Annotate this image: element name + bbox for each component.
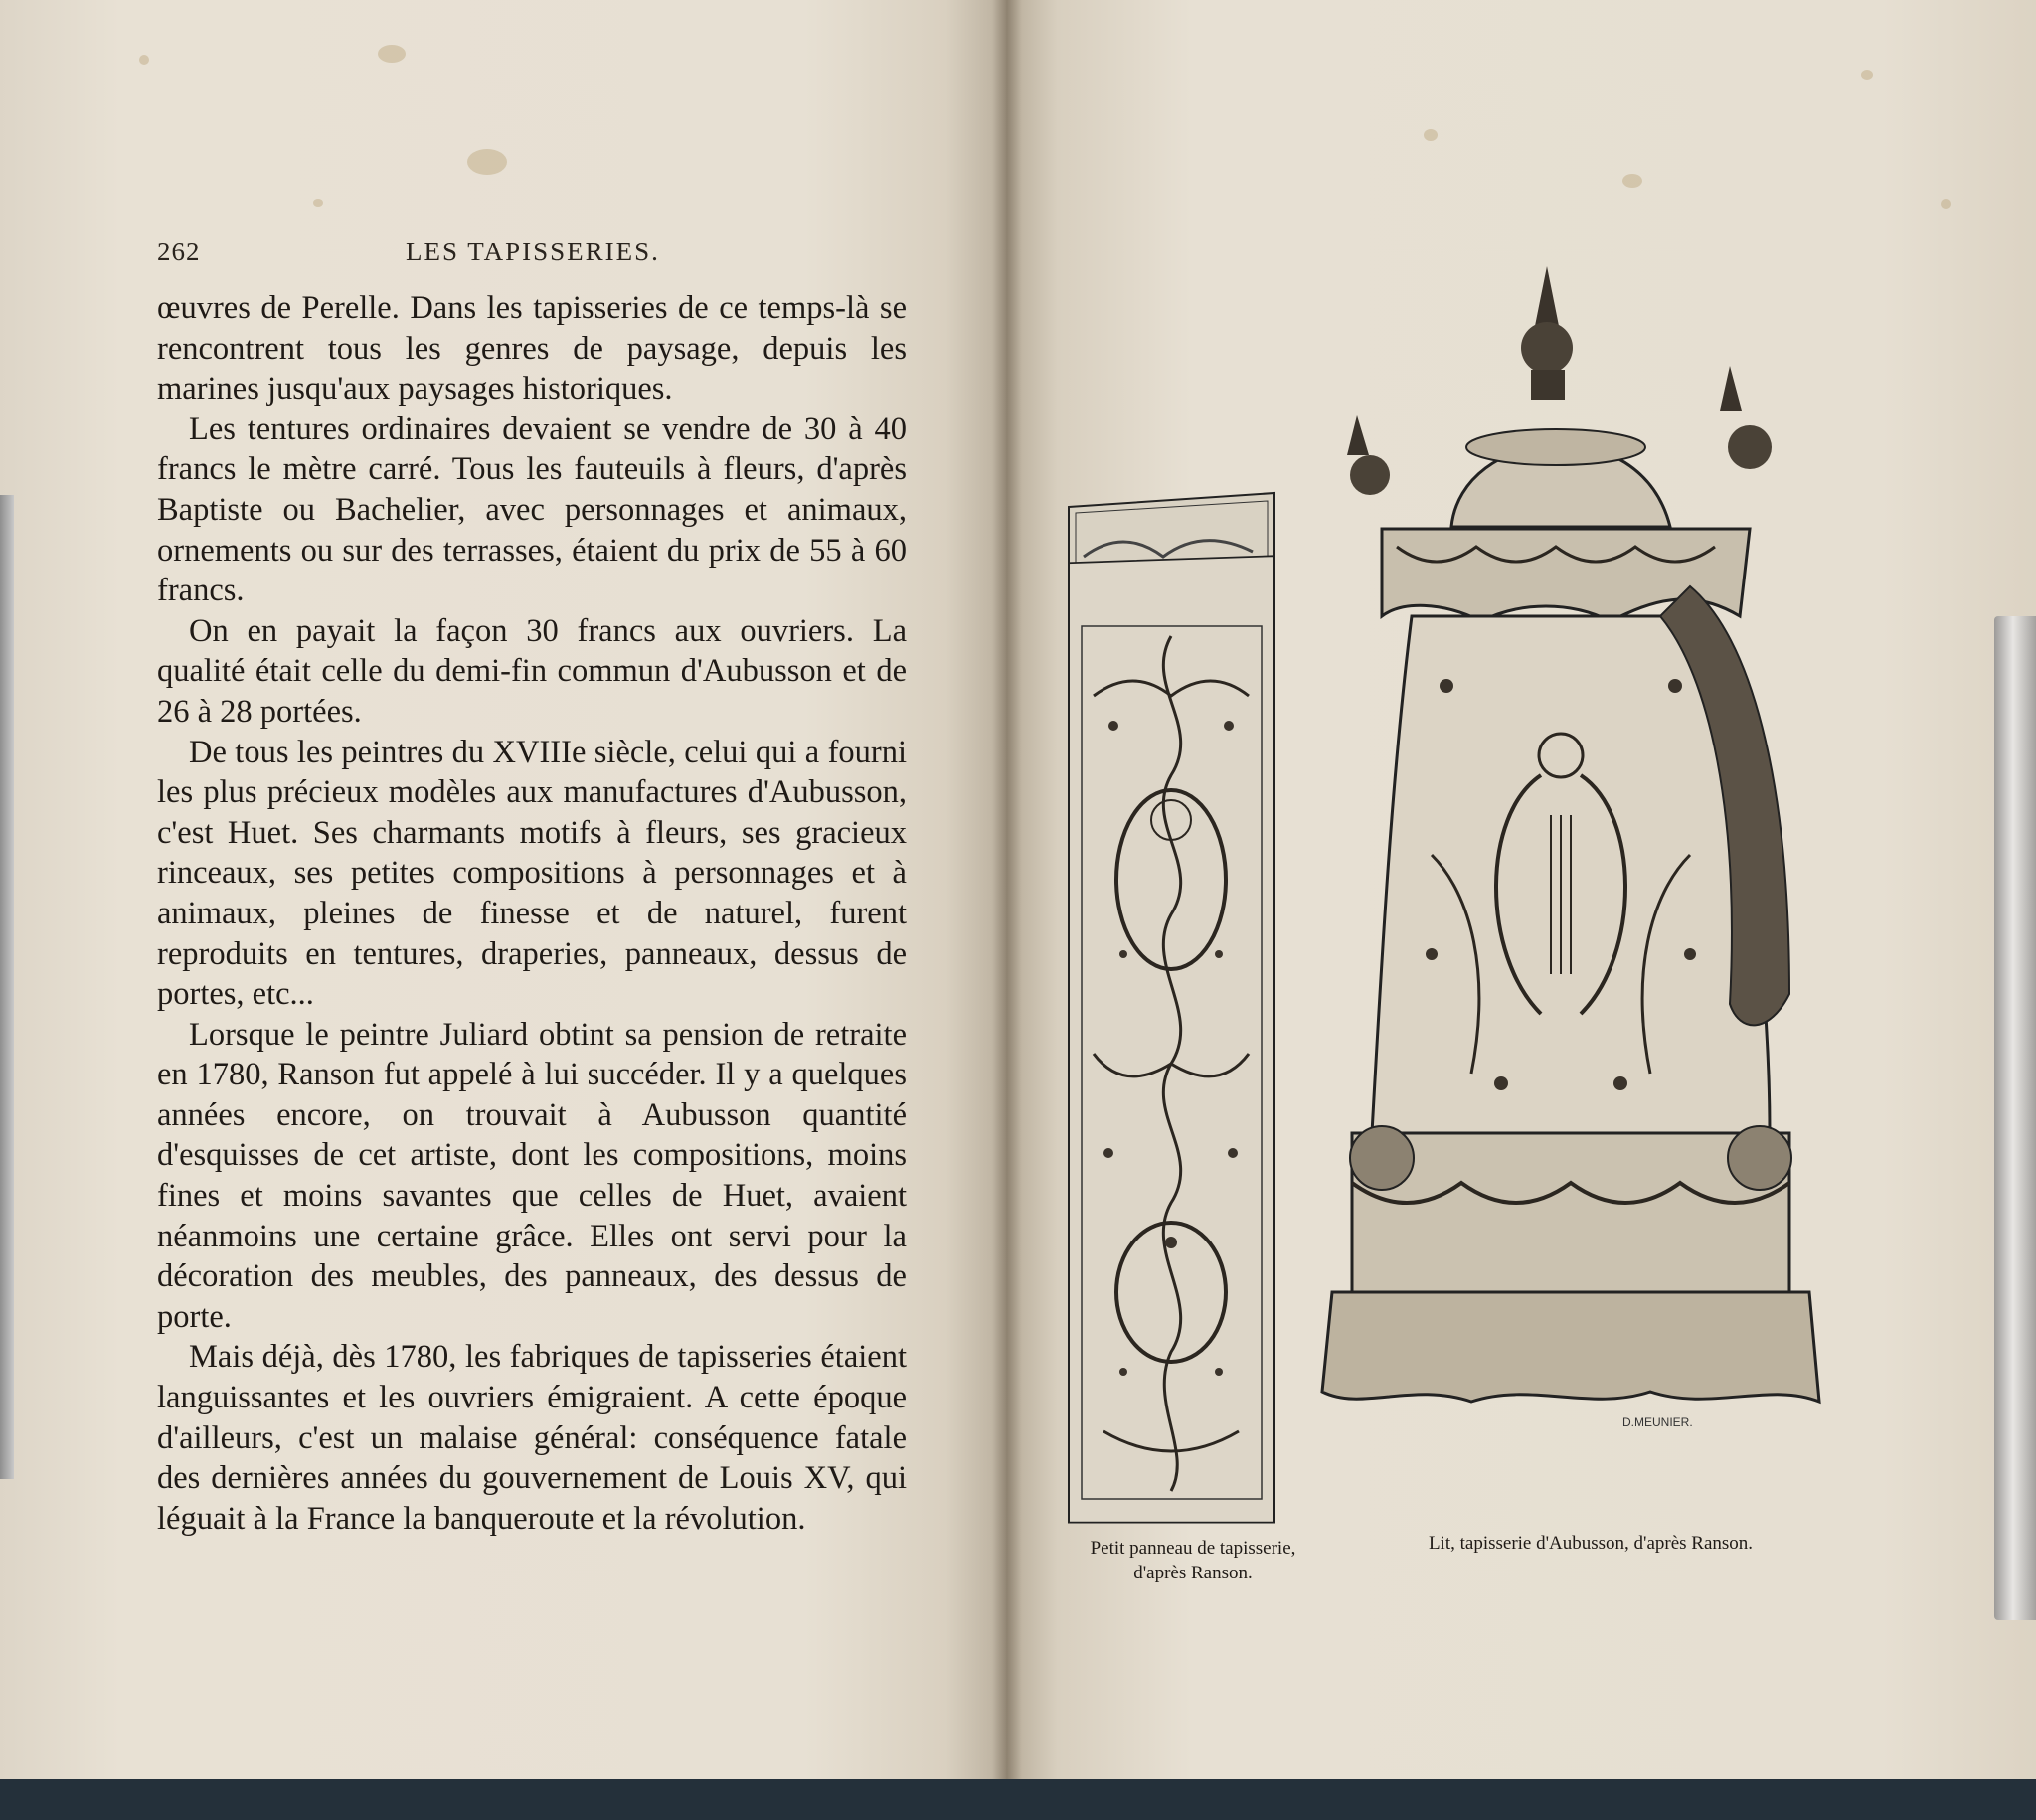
paragraph: On en payait la façon 30 francs aux ouvriers. La qualité était celle du demi-fin commun d'Aubusson et de 26 à 28 portées.: [157, 612, 907, 730]
gutter-shadow: [992, 0, 1022, 1789]
paragraph: De tous les peintres du XVIIIe siècle, celui qui a fourni les plus précieux modèles aux manufactures d'Aubusson, c'est Huet. Ses charmants motifs à fleurs, ses gracieux rinceaux, ses petites compositions à personnages et à animaux, pleines de finesse et de naturel, furent reproduits en tentures, draperies, panneaux, dessus de portes, etc...: [157, 734, 907, 1013]
page-edge-tab: [1994, 616, 2036, 1620]
paragraph: Lorsque le peintre Juliard obtint sa pension de retraite en 1780, Ranson fut appelé à lui succéder. Il y a quelques années encore, on trouvait à Aubusson quantité d'esquisses de cet artiste, dont les compositions, moins fines et moins savantes que celles de Huet, avaient néanmoins une certaine grâce. Elles ont servi pour la décoration des meubles, des panneaux, des dessus de porte.: [157, 1016, 907, 1335]
canopy-bed-illustration: [1322, 266, 1819, 1429]
paragraph: œuvres de Perelle. Dans les tapisseries de ce temps-là se rencontrent tous les genres de paysage, depuis les marines jusqu'aux paysages historiques.: [157, 290, 907, 408]
caption-line: d'après Ranson.: [1133, 1563, 1253, 1583]
running-title: LES TAPISSERIES.: [406, 237, 660, 266]
left-page: [0, 0, 1006, 1789]
body-text: [157, 288, 907, 1539]
figure-right-caption: Lit, tapisserie d'Aubusson, d'après Ranson.: [1428, 1533, 1754, 1554]
illustration-area: [1054, 258, 1839, 1590]
page-edge-tab: [0, 495, 14, 1479]
book-cover-edge: [0, 1779, 2036, 1820]
engraving-illustrations: [1054, 258, 1839, 1590]
page-number: 262: [157, 237, 201, 266]
paragraph: Les tentures ordinaires devaient se vendre de 30 à 40 francs le mètre carré. Tous les fauteuils à fleurs, d'après Baptiste ou Bachelier, avec personnages et animaux, ornements ou sur des terrasses, étaient du prix de 55 à 60 francs.: [157, 411, 907, 609]
paragraph: Mais déjà, dès 1780, les fabriques de tapisseries étaient languissantes et les ouvriers émigraient. A cette époque d'ailleurs, c'est un malaise général: conséquence fatale des dernières années du gouvernement de Louis XV, qui léguait à la France la banqueroute et la révolution.: [157, 1339, 907, 1537]
figure-left-caption: [1044, 1536, 1342, 1585]
caption-line: Petit panneau de tapisserie,: [1090, 1538, 1296, 1559]
running-head: [157, 237, 913, 276]
tapestry-panel-illustration: [1066, 489, 1274, 1590]
engraver-signature: D.MEUNIER.: [1622, 1415, 1693, 1429]
